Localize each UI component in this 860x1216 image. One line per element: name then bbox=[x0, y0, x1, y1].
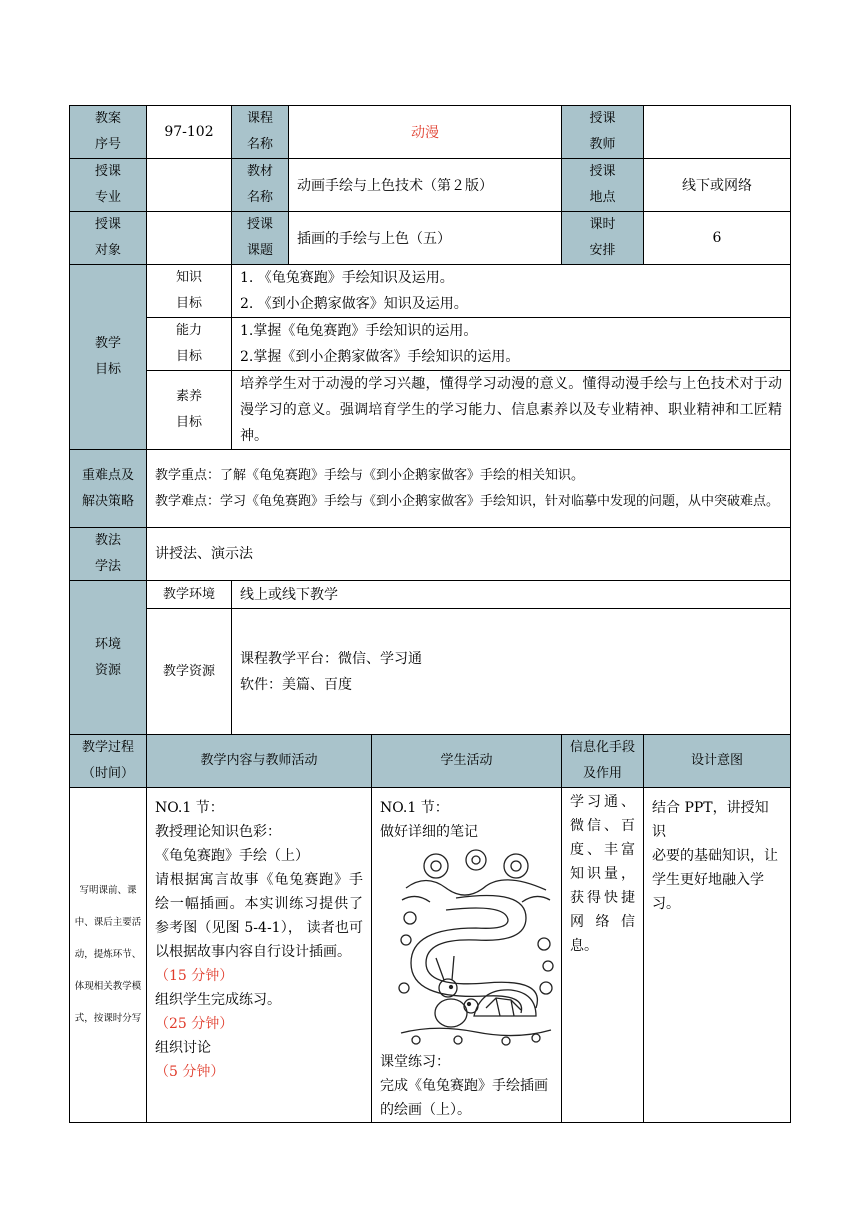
knowledge-goal-item: 2. 《到小企鹅家做客》知识及运用。 bbox=[240, 296, 468, 312]
ability-goal bbox=[232, 318, 791, 371]
time-badge: （15 分钟） bbox=[155, 968, 234, 984]
lesson-plan-table bbox=[69, 105, 791, 1123]
content-line: 《龟兔赛跑》手绘（上） bbox=[155, 848, 309, 864]
process-student-header: 学生活动 bbox=[372, 735, 562, 788]
ability-goal-item: 2.掌握《到小企鹅家做客》手绘知识的运用。 bbox=[240, 349, 520, 365]
process-time-header: 教学过程 （时间） bbox=[70, 735, 147, 788]
methods-label: 教法 学法 bbox=[70, 528, 147, 581]
keypoints-label: 重难点及 解决策略 bbox=[70, 450, 147, 528]
process-info-header: 信息化手段 及作用 bbox=[562, 735, 644, 788]
major-label: 授课 专业 bbox=[70, 159, 147, 212]
process-content-header: 教学内容与教师活动 bbox=[147, 735, 372, 788]
process-intent: 结合 PPT，讲授知识 必要的基础知识，让学生更好地融入学习。 bbox=[644, 788, 791, 1123]
textbook: 动画手绘与上色技术（第２版） bbox=[289, 159, 562, 212]
place: 线下或网络 bbox=[644, 159, 791, 212]
env-label: 教学环境 bbox=[147, 581, 232, 609]
audience-label: 授课 对象 bbox=[70, 212, 147, 265]
student-line: NO.1 节： bbox=[380, 800, 449, 816]
resource-label: 教学资源 bbox=[147, 609, 232, 735]
time-badge: （25 分钟） bbox=[155, 1016, 234, 1032]
teacher bbox=[644, 106, 791, 159]
major bbox=[147, 159, 232, 212]
audience bbox=[147, 212, 232, 265]
place-label: 授课 地点 bbox=[562, 159, 644, 212]
lesson-no: 97-102 bbox=[147, 106, 232, 159]
hours-label: 课时 安排 bbox=[562, 212, 644, 265]
content-line: NO.1 节： bbox=[155, 800, 224, 816]
resources bbox=[232, 609, 791, 735]
tortoise-hare-illustration bbox=[396, 848, 556, 1046]
goals-label: 教学 目标 bbox=[70, 265, 147, 450]
lesson-plan bbox=[69, 105, 791, 1123]
teaching-difficulty: 教学难点：学习《龟兔赛跑》手绘与《到小企鹅家做客》手绘知识，针对临摹中发现的问题，从中突破难点。 bbox=[155, 493, 780, 509]
process-intent-header: 设计意图 bbox=[644, 735, 791, 788]
env-value: 线上或线下教学 bbox=[232, 581, 791, 609]
time-badge: （5 分钟） bbox=[155, 1064, 225, 1080]
textbook-label: 教材 名称 bbox=[232, 159, 289, 212]
process-info: 学习通、微信、百度、丰富知识量，获得快捷网络信息。 bbox=[562, 788, 644, 1123]
hours: 6 bbox=[644, 212, 791, 265]
process-time-note: 写明课前、课中、课后主要活动，提炼环节、体现相关教学模式，按课时分写 bbox=[70, 788, 147, 1123]
knowledge-goal-label: 知识 目标 bbox=[147, 265, 232, 318]
student-line: 课堂练习： bbox=[380, 1054, 450, 1070]
course-label: 课程 名称 bbox=[232, 106, 289, 159]
teacher-label: 授课 教师 bbox=[562, 106, 644, 159]
content-line: 教授理论知识色彩： bbox=[155, 824, 281, 840]
course-name: 动漫 bbox=[289, 106, 562, 159]
content-line: 组织讨论 bbox=[155, 1040, 211, 1056]
knowledge-goal-item: 1. 《龟兔赛跑》手绘知识及运用。 bbox=[240, 270, 454, 286]
content-line: 组织学生完成练习。 bbox=[155, 992, 281, 1008]
process-content bbox=[147, 788, 372, 1123]
literacy-goal: 培养学生对于动漫的学习兴趣，懂得学习动漫的意义。懂得动漫手绘与上色技术对于动漫学习的意义。强调培育学生的学习能力、信息素养以及专业精神、职业精神和工匠精神。 bbox=[232, 371, 791, 450]
methods: 讲授法、演示法 bbox=[147, 528, 791, 581]
topic-label: 授课 课题 bbox=[232, 212, 289, 265]
content-line: 请根据寓言故事《龟兔赛跑》手绘一幅插画。本实训练习提供了参考图（见图 5-4-1）， 读者也可以根据故事内容自行设计插画。 bbox=[155, 872, 363, 960]
literacy-goal-label: 素养 目标 bbox=[147, 371, 232, 450]
student-line: 完成《龟兔赛跑》手绘插画的绘画（上）。 bbox=[380, 1078, 548, 1118]
topic: 插画的手绘与上色（五） bbox=[289, 212, 562, 265]
resource-item: 课程教学平台：微信、学习通 bbox=[240, 650, 422, 667]
ability-goal-label: 能力 目标 bbox=[147, 318, 232, 371]
ability-goal-item: 1.掌握《龟兔赛跑》手绘知识的运用。 bbox=[240, 323, 478, 339]
lesson-no-label: 教案 序号 bbox=[70, 106, 147, 159]
process-student bbox=[372, 788, 562, 1123]
student-line: 做好详细的笔记 bbox=[380, 824, 478, 840]
environment-label: 环境 资源 bbox=[70, 581, 147, 735]
teaching-focus: 教学重点：了解《龟兔赛跑》手绘与《到小企鹅家做客》手绘的相关知识。 bbox=[155, 467, 585, 483]
keypoints bbox=[147, 450, 791, 528]
knowledge-goal bbox=[232, 265, 791, 318]
resource-item: 软件：美篇、百度 bbox=[240, 676, 352, 693]
